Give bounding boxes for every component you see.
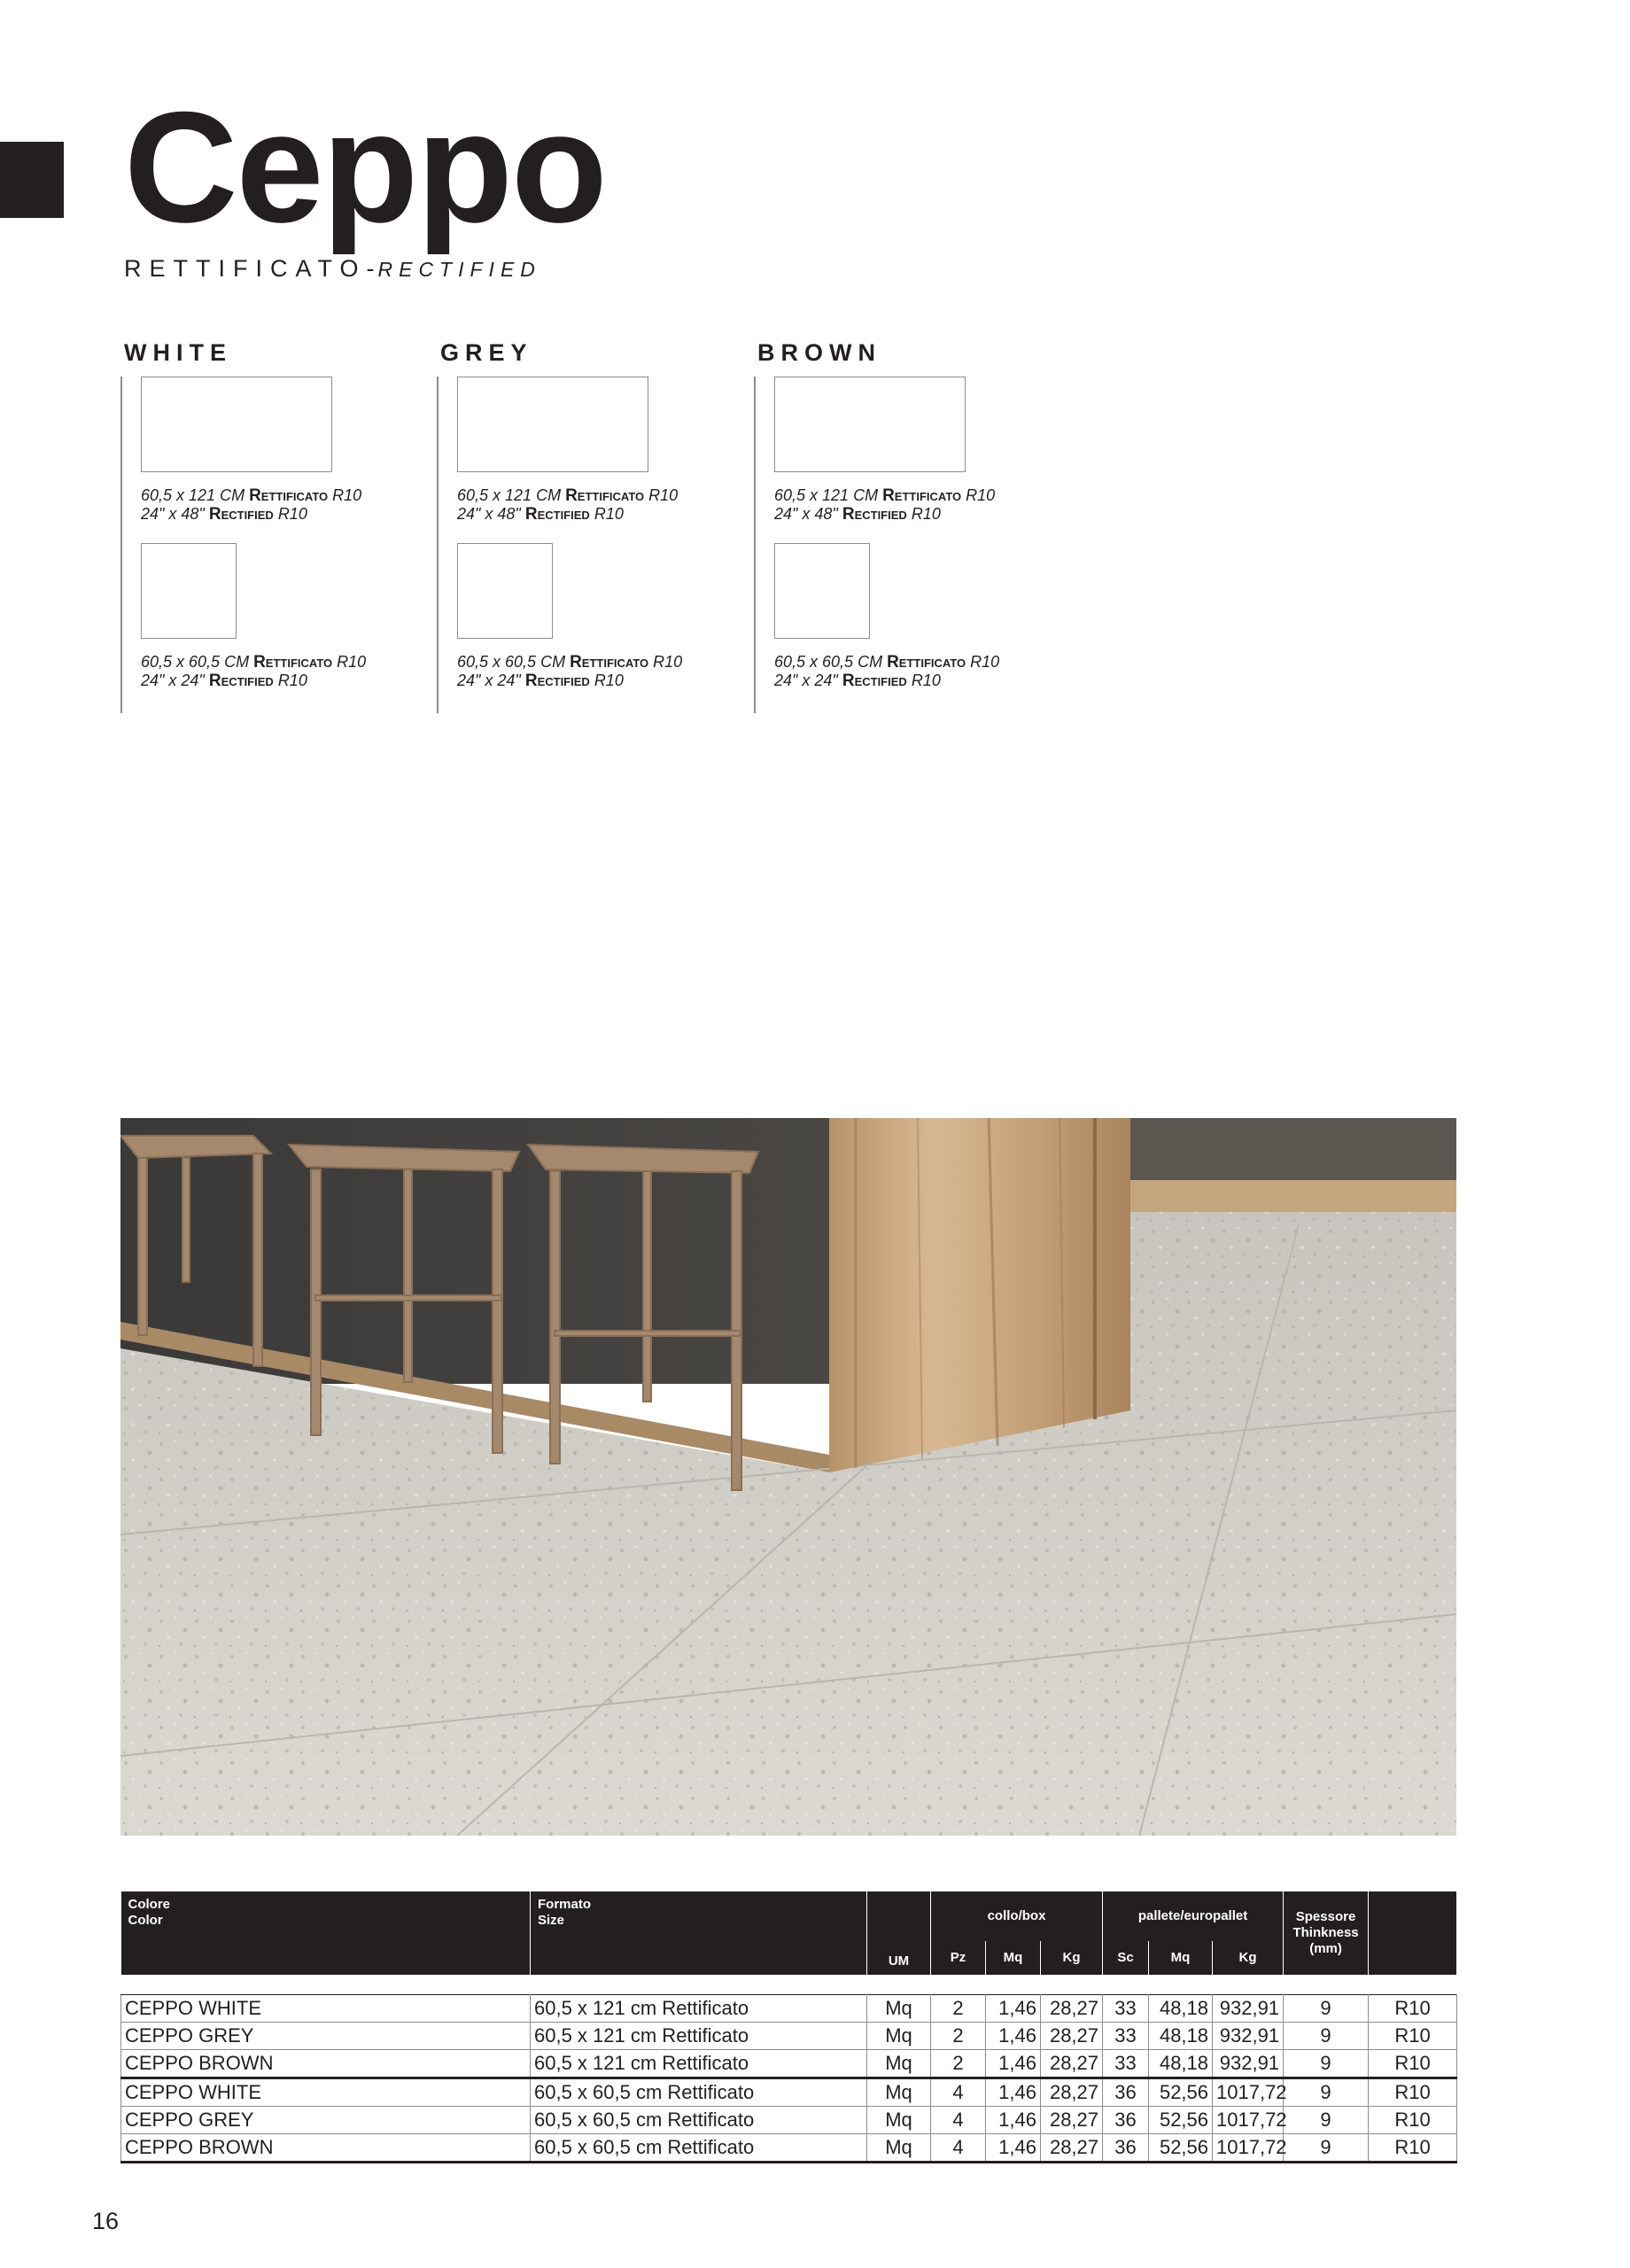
page-title: Ceppo [124,79,606,255]
table-row: CEPPO BROWN 60,5 x 60,5 cm Rettificato Mq 4 1,46 28,27 36 52,56 1017,72 9 R10 [121,2134,1457,2163]
tile-spec-square: 60,5 x 60,5 CM Rettificato R10 24" x 24" Rectified R10 [774,653,1000,690]
tile-spec-rect: 60,5 x 121 CM Rettificato R10 24" x 48" Rectified R10 [457,486,679,524]
table-row: CEPPO GREY 60,5 x 60,5 cm Rettificato Mq 4 1,46 28,27 36 52,56 1017,72 9 R10 [121,2107,1457,2134]
color-column-body [437,377,741,713]
color-column-grey [440,341,741,713]
header-pallet-mq: Mq [1149,1941,1213,1975]
table-row: CEPPO BROWN 60,5 x 121 cm Rettificato Mq 2 1,46 28,27 33 48,18 932,91 9 R10 [121,2050,1457,2078]
subtitle-separator: - [366,255,378,282]
header-box-group: collo/box [931,1891,1103,1941]
tile-swatch-rect [141,377,332,472]
header-mq: Mq [986,1941,1041,1975]
tile-swatch-square [457,543,553,639]
header-um: UM [867,1891,931,1975]
header-format: Formato Size [531,1891,867,1975]
table-row: CEPPO GREY 60,5 x 121 cm Rettificato Mq 2 1,46 28,27 33 48,18 932,91 9 R10 [121,2023,1457,2050]
color-name: WHITE [124,339,232,366]
page-subtitle [124,257,541,281]
tile-swatch-square [141,543,237,639]
color-column-body [754,377,1059,713]
subtitle-alt: RECTIFIED [377,258,541,281]
page-number: 16 [92,2208,120,2234]
header-kg: Kg [1041,1941,1103,1975]
table-row: CEPPO WHITE 60,5 x 121 cm Rettificato Mq 2 1,46 28,27 33 48,18 932,91 9 R10 [121,1995,1457,2023]
product-spec-table [120,1891,1457,2163]
header-thickness: Spessore Thinkness (mm) [1284,1891,1369,1975]
tile-spec-square: 60,5 x 60,5 CM Rettificato R10 24" x 24" Rectified R10 [141,653,367,690]
color-column-body [120,377,425,713]
subtitle-main: RETTIFICATO [124,255,367,282]
header-pallet-group: pallete/europallet [1103,1891,1284,1941]
tile-spec-rect: 60,5 x 121 CM Rettificato R10 24" x 48" Rectified R10 [774,486,996,524]
tile-swatch-square [774,543,870,639]
header-pallet-kg: Kg [1213,1941,1284,1975]
tile-spec-square: 60,5 x 60,5 CM Rettificato R10 24" x 24" Rectified R10 [457,653,683,690]
section-marker [0,142,64,218]
header-pz: Pz [931,1941,986,1975]
interior-photo [120,1118,1456,1836]
tile-swatch-rect [457,377,648,472]
color-column-brown [757,341,1059,713]
color-name: BROWN [757,339,881,366]
color-column-white [124,341,425,713]
tile-spec-rect: 60,5 x 121 CM Rettificato R10 24" x 48" Rectified R10 [141,486,362,524]
header-slip [1369,1891,1457,1975]
table-row: CEPPO WHITE 60,5 x 60,5 cm Rettificato Mq 4 1,46 28,27 36 52,56 1017,72 9 R10 [121,2078,1457,2107]
tile-swatch-rect [774,377,966,472]
header-sc: Sc [1103,1941,1149,1975]
header-color: Colore Color [121,1891,531,1975]
color-name: GREY [440,339,533,366]
